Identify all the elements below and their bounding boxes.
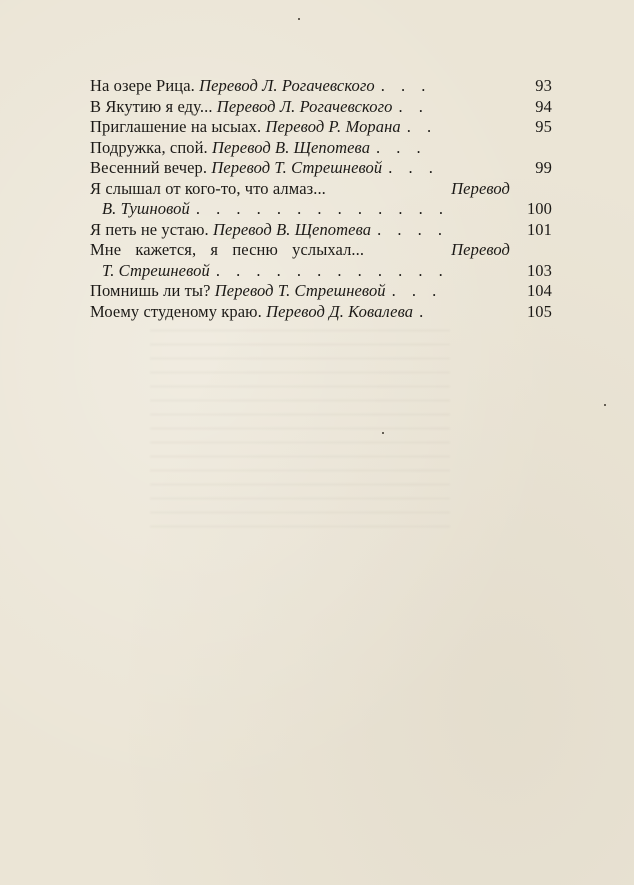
leader-dots: . . . . . . . . . . . . .: [195, 199, 449, 218]
entry-page-number: 95: [535, 117, 552, 136]
leader-dots: . . . . . . . . . . . .: [215, 260, 449, 280]
entry-title: Подружка, спой.: [90, 137, 208, 157]
entry-page-number: 104: [526, 281, 552, 300]
entry-translator: Перевод В. Щепотева: [213, 219, 372, 239]
print-speck: [604, 404, 606, 406]
toc-entry: [90, 220, 552, 241]
entry-page-number: 94: [535, 96, 552, 116]
leader-dots: .: [419, 301, 430, 321]
table-of-contents: [90, 76, 552, 322]
entry-translator: Перевод В. Щепотева: [211, 137, 371, 157]
leader-dots: . .: [406, 117, 438, 136]
entry-title: Я слышал от кого-то, что алмаз...: [90, 178, 326, 198]
toc-entry: [90, 97, 552, 118]
entry-translator: Перевод Л. Рогачевского: [216, 96, 393, 116]
leader-dots: . .: [398, 96, 429, 116]
entry-page-number: 105: [526, 301, 552, 321]
leader-dots: . . .: [388, 158, 439, 177]
leader-dots: . . .: [380, 76, 432, 95]
leader-dots: . . .: [376, 137, 427, 157]
entry-translator-name: В. Тушновой: [102, 199, 190, 218]
entry-translator: Перевод Р. Морана: [265, 117, 401, 136]
entry-title: На озере Рица.: [90, 76, 195, 95]
entry-page-number: 99: [535, 158, 552, 177]
show-through-bleed: [150, 330, 450, 530]
entry-translator: Перевод: [451, 240, 510, 259]
entry-page-number: 100: [526, 199, 552, 218]
entry-title: Помнишь ли ты?: [90, 281, 211, 300]
entry-translator: Перевод Л. Рогачевского: [199, 76, 375, 95]
entry-translator: Перевод: [451, 178, 510, 198]
leader-dots: . . . .: [377, 219, 448, 239]
toc-entry: [90, 240, 552, 281]
toc-entry: [90, 117, 552, 138]
entry-title: Моему студеному краю.: [90, 301, 262, 321]
print-speck: [382, 432, 384, 434]
leader-dots: . . .: [391, 281, 443, 300]
entry-title: Мне кажется, я песню услыхал...: [90, 240, 365, 259]
entry-title: В Якутию я еду...: [90, 96, 213, 116]
entry-title: Я петь не устаю.: [90, 219, 209, 239]
entry-translator: Перевод Т. Стрешневой: [214, 281, 386, 300]
entry-page-number: 103: [526, 260, 552, 280]
toc-entry: [90, 138, 552, 159]
toc-entry: [90, 76, 552, 97]
entry-translator-name: Т. Стрешневой: [102, 260, 210, 280]
entry-page-number: 93: [535, 76, 552, 95]
toc-entry: [90, 281, 552, 302]
toc-entry: [90, 158, 552, 179]
toc-entry: [90, 302, 552, 323]
entry-translator: Перевод Т. Стрешневой: [211, 158, 383, 177]
entry-page-number: 101: [526, 219, 552, 239]
entry-title: Весенний вечер.: [90, 158, 208, 177]
entry-translator: Перевод Д. Ковалева: [266, 301, 414, 321]
toc-entry: [90, 179, 552, 220]
print-speck: [298, 18, 300, 20]
entry-title: Приглашение на ысыах.: [90, 117, 262, 136]
